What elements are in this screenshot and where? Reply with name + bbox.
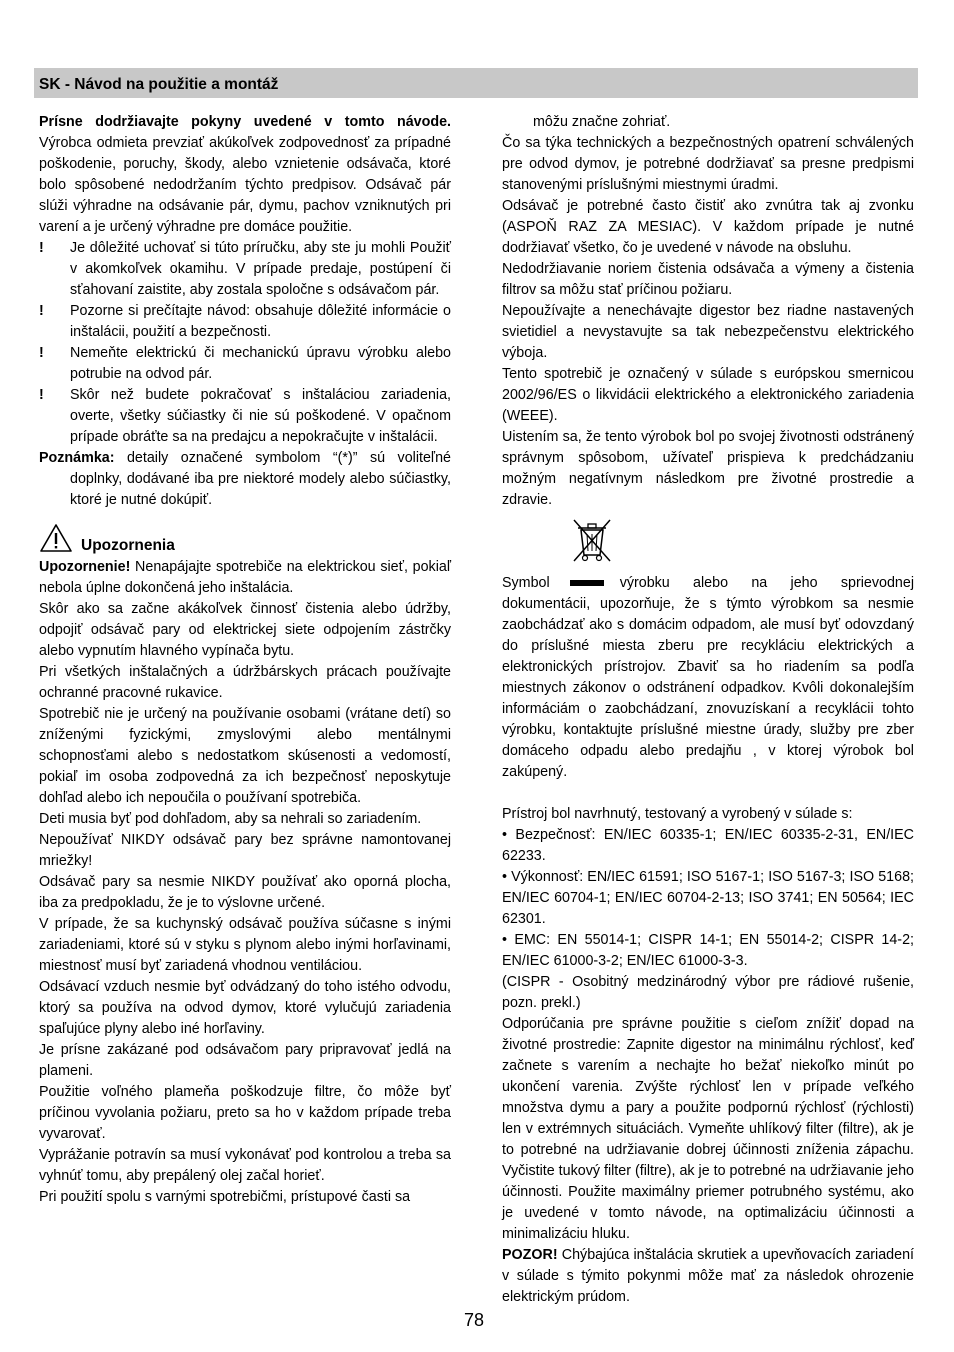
paragraph: Nedodržiavanie noriem čistenia odsávača a výmeny a čistenia filtrov sa môžu stať príčinou požiaru. <box>502 261 914 298</box>
exclamation-mark: ! <box>39 387 44 403</box>
cispr-note: (CISPR - Osobitný medzinárodný výbor pre rádiové rušenie, pozn. prekl.) <box>502 974 914 1011</box>
weee-symbol <box>502 517 914 567</box>
standards-intro: Prístroj bol navrhnutý, testovaný a vyrobený v súlade s: <box>502 806 853 822</box>
continuation-line: môžu značne zohriať. <box>533 114 671 130</box>
standard-item: • Bezpečnosť: EN/IEC 60335-1; EN/IEC 60335-2-31, EN/IEC 62233. <box>502 827 914 864</box>
bullet-text: Je dôležité uchovať si túto príručku, aby ste ju mohli Použiť v akomkoľvek okamihu. V prípade predaje, postúpení či sťahovaní zaistite, aby zostala spoločne s odsávačom pár. <box>70 240 451 298</box>
note-text: detaily označené symbolom “(*)” sú voliteľné doplnky, dodávané iba pre niektoré modely alebo súčiastky, ktoré je nutné dokúpiť. <box>70 450 451 508</box>
warning-paragraph: Odsávač pary sa nesmie NIKDY používať ako oporná plocha, iba za predpokladu, že je to výslovne určené. <box>39 874 451 911</box>
paragraph: Nepoužívajte a nenechávajte digestor bez riadne nastavených svietidiel a nevystavujte sa tak nebezpečenstvu elektrického výboja. <box>502 303 914 361</box>
warning-triangle-icon <box>39 523 73 560</box>
section-header <box>34 68 918 98</box>
warning-lead-bold: Upozornenie! <box>39 559 131 575</box>
warning-paragraph: Vyprážanie potravín sa musí vykonávať pod kontrolou a treba sa vyhnúť tomu, aby prepálený olej začal horieť. <box>39 1147 451 1184</box>
warning-paragraph: Spotrebič nie je určený na používanie osobami (vrátane detí) so zníženými fyzickými, zmyslovými alebo mentálnymi schopnosťami alebo s nedostatkom skúsenosti a vedomostí, pokiaľ im osoba zodpovedná za ich bezpečnosť neposkytuje dohľad alebo ich nepoučila o používaní spotrebiča. <box>39 706 451 806</box>
note-paragraph <box>39 448 451 511</box>
warning-paragraph: Nepoužívať NIKDY odsávač pary bez správne namontovanej mriežky! <box>39 832 451 869</box>
symbol-bar <box>570 580 604 586</box>
warnings-heading <box>39 525 451 557</box>
warning-paragraph: Skôr ako sa začne akákoľvek činnosť čistenia alebo údržby, odpojiť odsávač pary od elektrickej siete odpojením zástrčky alebo vypnutím hlavného vypínača bytu. <box>39 601 451 659</box>
intro-paragraph <box>39 112 451 238</box>
paragraph: Tento spotrebič je označený v súlade s európskou smernicou 2002/96/ES o likvidácii elektrického a elektronického zariadenia (WEEE). <box>502 366 914 424</box>
page-number: 78 <box>464 1310 485 1330</box>
left-column <box>39 112 451 1208</box>
warning-lead <box>39 557 451 599</box>
warning-paragraph: Odsávací vzduch nesmie byť odvádzaný do toho istého odvodu, ktorý sa používa na odvod dymov, ktoré vylučujú zariadenia spaľujúce plyny alebo iné horľaviny. <box>39 979 451 1037</box>
bullet-item <box>39 301 451 343</box>
warning-paragraph: Pri použití spolu s varnými spotrebičmi, prístupové časti sa <box>39 1189 411 1205</box>
caution-paragraph <box>502 1245 914 1308</box>
bullet-item <box>39 343 451 385</box>
warning-lead-text: Nenapájajte spotrebiče na elektrickou sieť, pokiaľ nebola úplne dokončená jeho inštalácia. <box>39 559 451 596</box>
bullet-text: Pozorne si prečítajte návod: obsahuje dôležité informácie o inštalácii, použití a bezpečnosti. <box>70 303 451 340</box>
intro-bold: Prísne dodržiavajte pokyny uvedené v tomto návode. <box>39 114 451 130</box>
section-title: SK - Návod na použitie a montáž <box>39 76 279 93</box>
symbol-word: Symbol <box>502 575 550 591</box>
intro-text: Výrobca odmieta prevziať akúkoľvek zodpovednosť za prípadné poškodenie, poruchy, škody, alebo vznietenie odsávača, ktoré bolo spôsobené nedodržaním týchto predpisov. Odsávač pár slúži výhradne na odsávanie pár, dymu, pachov vzniknutých pri varení a je určený výhradne pre domáce použitie. <box>39 135 451 235</box>
right-column <box>502 112 914 1308</box>
warning-paragraph: Deti musia byť pod dohľadom, aby sa nehrali so zariadením. <box>39 811 422 827</box>
paragraph: Odsávač je potrebné často čistiť ako zvnútra tak aj zvonku (ASPOŇ RAZ ZA MESIAC). V každom prípade je nutné dodržiavať všetko, čo je uvedené v návode na obsluhu. <box>502 198 914 256</box>
spacer <box>502 783 914 804</box>
note-label: Poznámka: <box>39 450 115 466</box>
symbol-text-rest: dokumentácii, upozorňuje, že s týmto výrobkom sa nesmie zaobchádzať ako s domácim odpadom, ale musí byť odovzdaný do príslušné miesta zberu pre recykláciu elektrických a elektronických prístrojov. Zbaviť sa ho riadením sa podľa miestnych zákonov o odstránení odpadkov. Kvôli dokonalejším informáciám o zaobchádzaní, znovuzískaní a recyklácii tohto výrobku, kontaktujte príslušné miestne úrady, služby pre zber domáceho odpadu alebo predajňu , v ktorej výrobok bol zakúpený. <box>502 596 914 780</box>
paragraph: Čo sa týka technických a bezpečnostných opatrení schválených pre odvod dymov, je potrebné dodržiavať sa presne predpismi stanovenými príslušnými miestnymi úradmi. <box>502 135 914 193</box>
exclamation-mark: ! <box>39 345 44 361</box>
warnings-title: Upozornenia <box>81 536 175 554</box>
standard-item: • EMC: EN 55014-1; CISPR 14-1; EN 55014-2; CISPR 14-2; EN/IEC 61000-3-2; EN/IEC 61000-3-3. <box>502 932 914 969</box>
eco-recommendations: Odporúčania pre správne použitie s cieľom znížiť dopad na životné prostredie: Zapnite digestor na minimálnu rýchlosť, keď začnete s varením a nechajte ho bežať niekoľko minút po ukončení varenia. Zvýšte rýchlosť len v prípade veľkého množstva dymu a pary a použite podpornú rýchlosť (rýchlosti) len v extrémnych situáciách. Vymeňte uhlíkový filter (filtre), ak je to potrebné na udržiavanie dobrej účinnosti zníženia zápachu. Vyčistite tukový filter (filtre), ak je to potrebné na udržiavanie jeho účinnosti. Použite maximálny priemer potrubného systému, ako je uvedené v tomto návode, na optimalizáciu účinnosti a minimalizáciu hluku. <box>502 1016 914 1242</box>
warning-paragraph: V prípade, že sa kuchynský odsávač používa súčasne s inými zariadeniami, ktoré sú v styku s plynom alebo inými horľavinami, miestnosť musí byť zariadená vhodnou ventiláciou. <box>39 916 451 974</box>
bullet-item <box>39 238 451 301</box>
standard-item: • Výkonnosť: EN/IEC 61591; ISO 5167-1; ISO 5167-3; ISO 5168; EN/IEC 60704-1; EN/IEC 60704-2-13; ISO 3741; EN 50564; IEC 62301. <box>502 869 914 927</box>
bullet-text: Skôr než budete pokračovať s inštaláciou zariadenia, overte, všetky súčiastky či nie sú poškodené. V opačnom prípade obráťte sa na predajcu a nepokračujte v inštalácii. <box>70 387 451 445</box>
crossed-out-bin-icon <box>570 551 614 567</box>
caution-text: Chýbajúca inštalácia skrutiek a upevňovacích zariadení v súlade s týmito pokynmi môže mať za následok ohrozenie elektrickým prúdom. <box>502 1247 914 1305</box>
paragraph: Uistením sa, že tento výrobok bol po svojej životnosti odstránený správnym spôsobom, užívateľ prispieva k predchádzaniu možným negatívnym následkom pre životné prostredie a zdravie. <box>502 429 914 508</box>
bullet-text: Nemeňte elektrickú či mechanickú úpravu výrobku alebo potrubie na odvod pár. <box>70 345 451 382</box>
caution-bold: POZOR! <box>502 1247 558 1263</box>
exclamation-mark: ! <box>39 303 44 319</box>
symbol-text-first: výrobku alebo na jeho sprievodnej <box>619 575 914 591</box>
bullet-item <box>39 385 451 448</box>
warning-paragraph: Pri všetkých inštalačných a údržbárskych prácach používajte ochranné pracovné rukavice. <box>39 664 451 701</box>
warning-paragraph: Je prísne zakázané pod odsávačom pary pripravovať jedlá na plameni. <box>39 1042 451 1079</box>
symbol-paragraph <box>502 573 914 783</box>
warning-paragraph: Použitie voľného plameňa poškodzuje filtre, čo môže byť príčinou vyvolania požiaru, preto sa ho v každom prípade treba vyvarovať. <box>39 1084 451 1142</box>
exclamation-mark: ! <box>39 240 44 256</box>
